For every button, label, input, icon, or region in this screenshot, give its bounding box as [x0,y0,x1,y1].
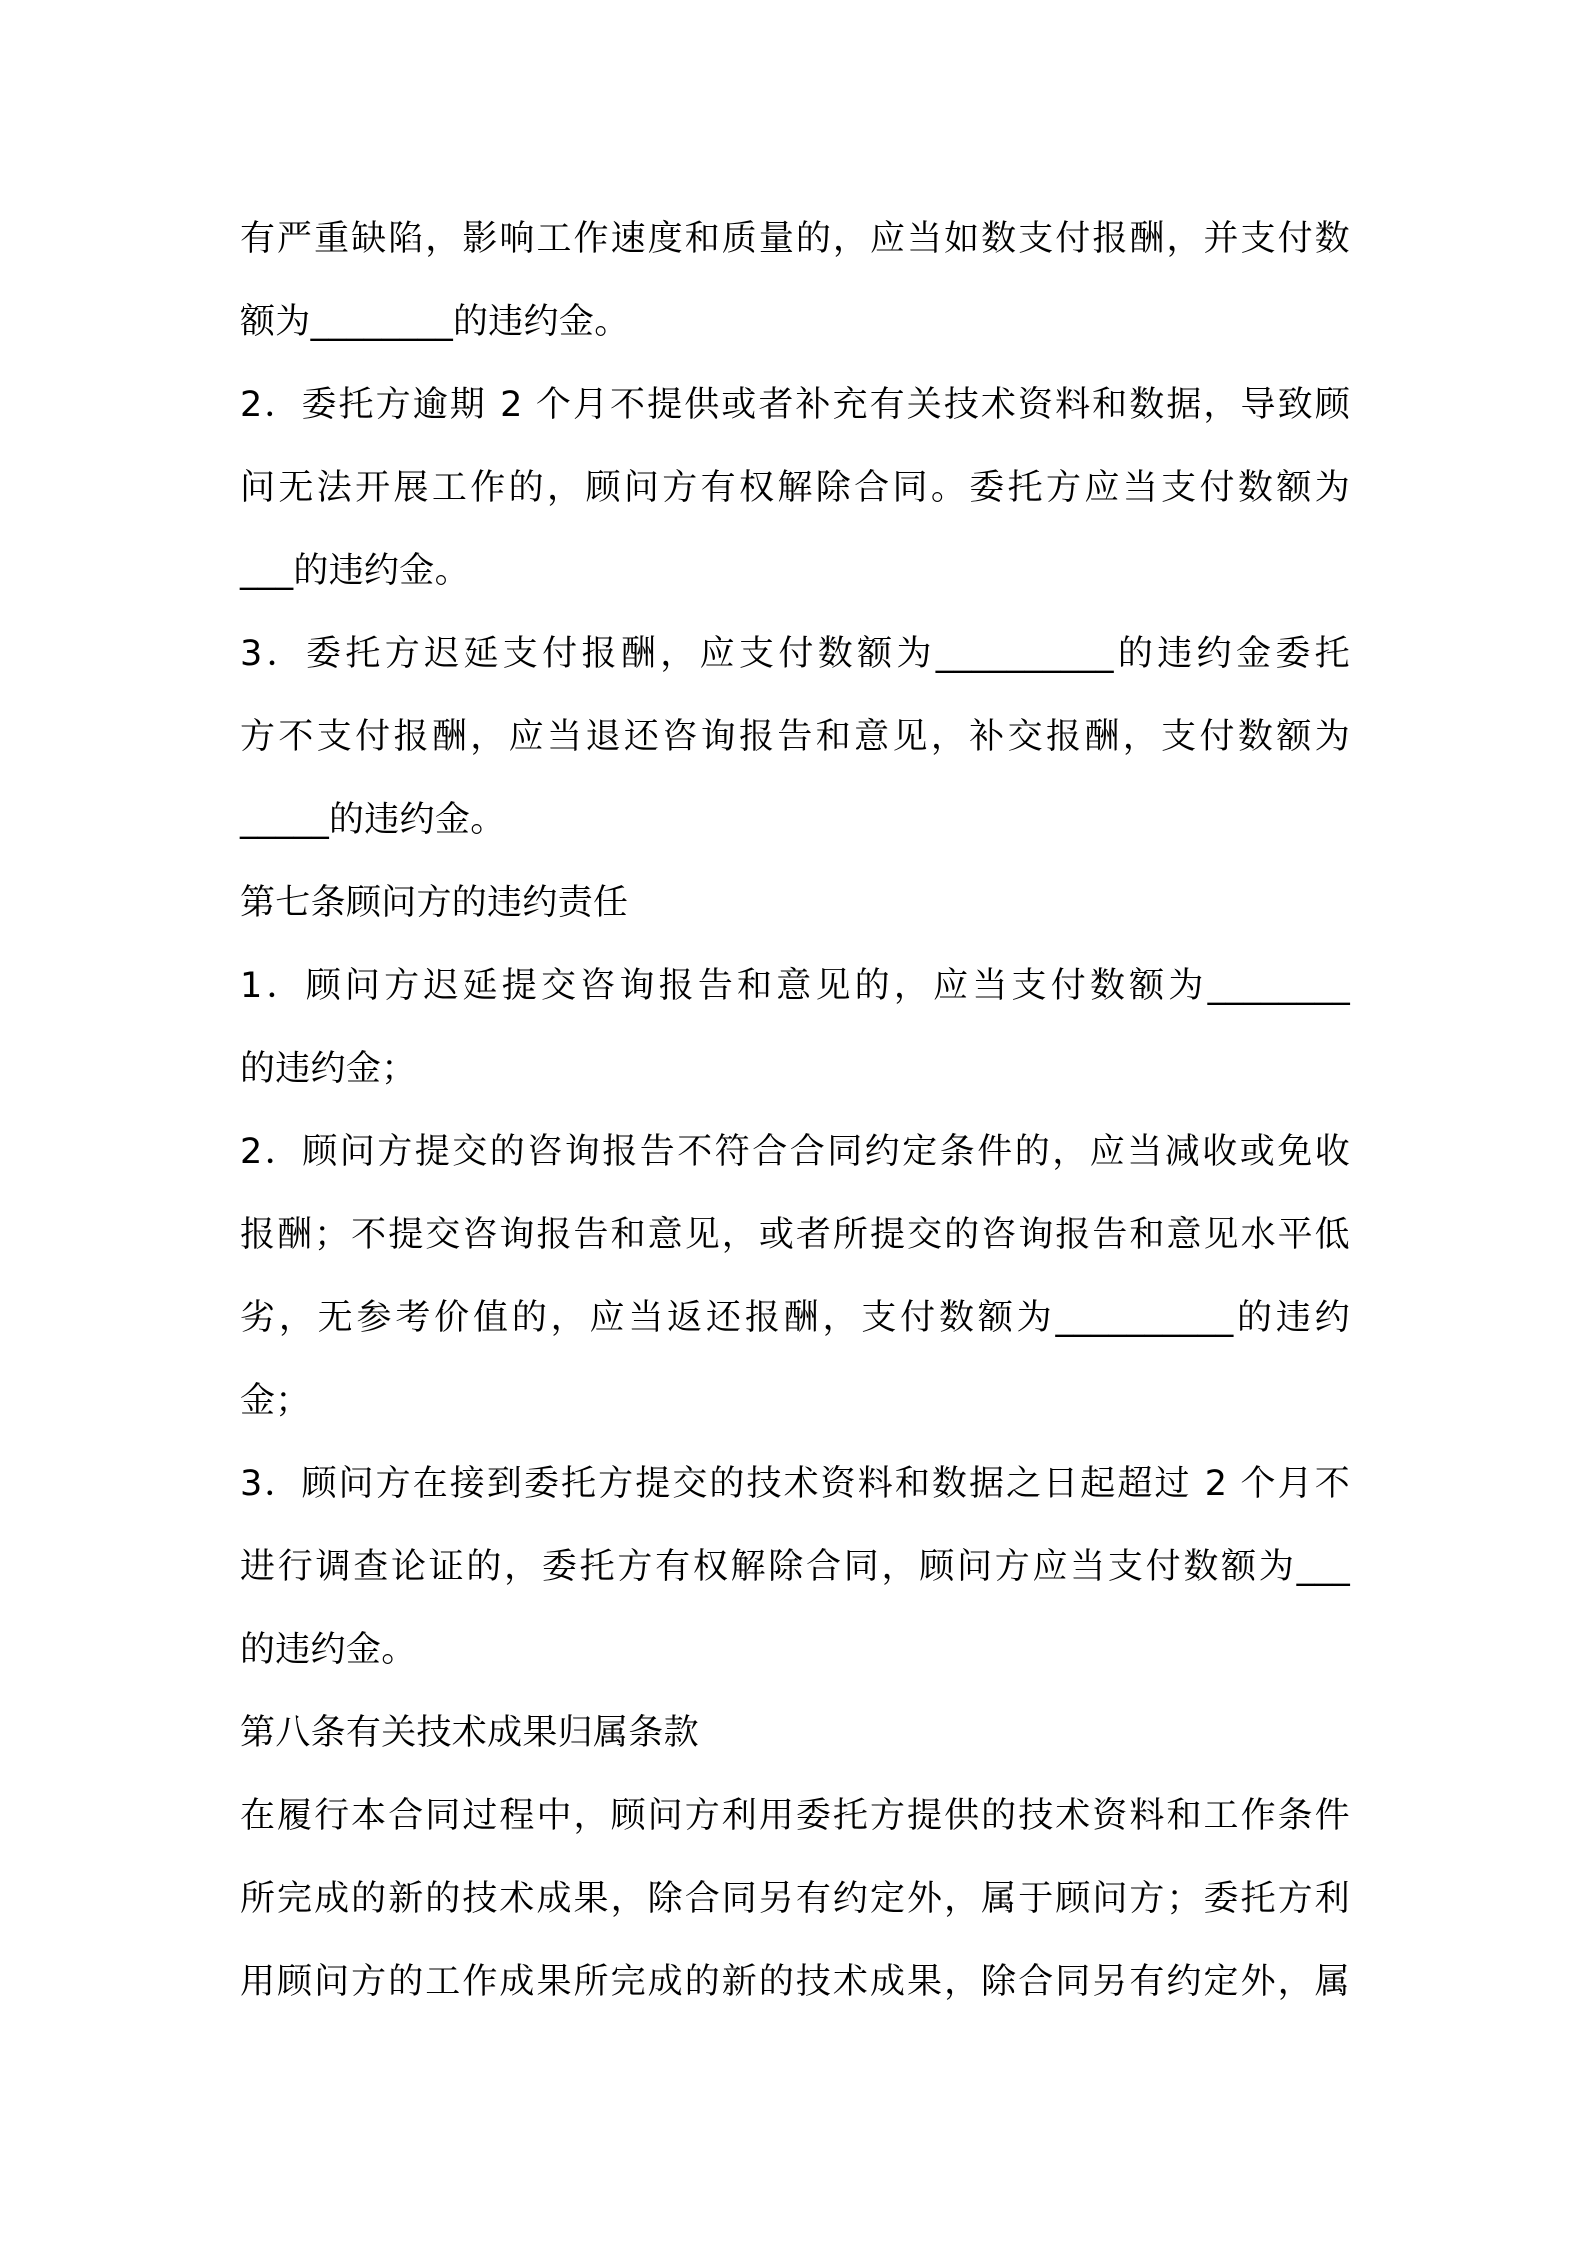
text-line: 有严重缺陷，影响工作速度和质量的，应当如数支付报酬，并支付数 [240,219,1350,259]
text-line: ___的违约金。 [240,551,470,591]
section-heading: 第八条有关技术成果归属条款 [240,1713,699,1753]
text-line: 报酬；不提交咨询报告和意见，或者所提交的咨询报告和意见水平低 [240,1215,1350,1255]
document-body [240,198,1350,2024]
text-line: 2．委托方逾期 2 个月不提供或者补充有关技术资料和数据，导致顾 [240,385,1350,425]
text-line: 方不支付报酬，应当退还咨询报告和意见，补交报酬，支付数额为 [240,717,1350,757]
text-line: 1．顾问方迟延提交咨询报告和意见的，应当支付数额为________ [240,966,1350,1006]
text-line: 2．顾问方提交的咨询报告不符合合同约定条件的，应当减收或免收 [240,1132,1350,1172]
text-line: _____的违约金。 [240,800,506,840]
text-line: 问无法开展工作的，顾问方有权解除合同。委托方应当支付数额为 [240,468,1350,508]
text-line: 所完成的新的技术成果，除合同另有约定外，属于顾问方；委托方利 [240,1879,1350,1919]
text-line: 用顾问方的工作成果所完成的新的技术成果，除合同另有约定外，属 [240,1962,1350,2002]
text-line: 在履行本合同过程中，顾问方利用委托方提供的技术资料和工作条件 [240,1796,1350,1836]
text-line: 的违约金； [240,1049,417,1089]
text-line: 3．顾问方在接到委托方提交的技术资料和数据之日起超过 2 个月不 [240,1464,1350,1504]
text-line: 进行调查论证的，委托方有权解除合同，顾问方应当支付数额为___ [240,1547,1350,1587]
text-line: 金； [240,1381,311,1421]
section-heading: 第七条顾问方的违约责任 [240,883,629,923]
text-line: 额为________的违约金。 [240,302,630,342]
text-line: 3．委托方迟延支付报酬，应支付数额为__________的违约金委托 [240,634,1350,674]
text-line: 的违约金。 [240,1630,417,1670]
text-line: 劣，无参考价值的，应当返还报酬，支付数额为__________的违约 [240,1298,1350,1338]
